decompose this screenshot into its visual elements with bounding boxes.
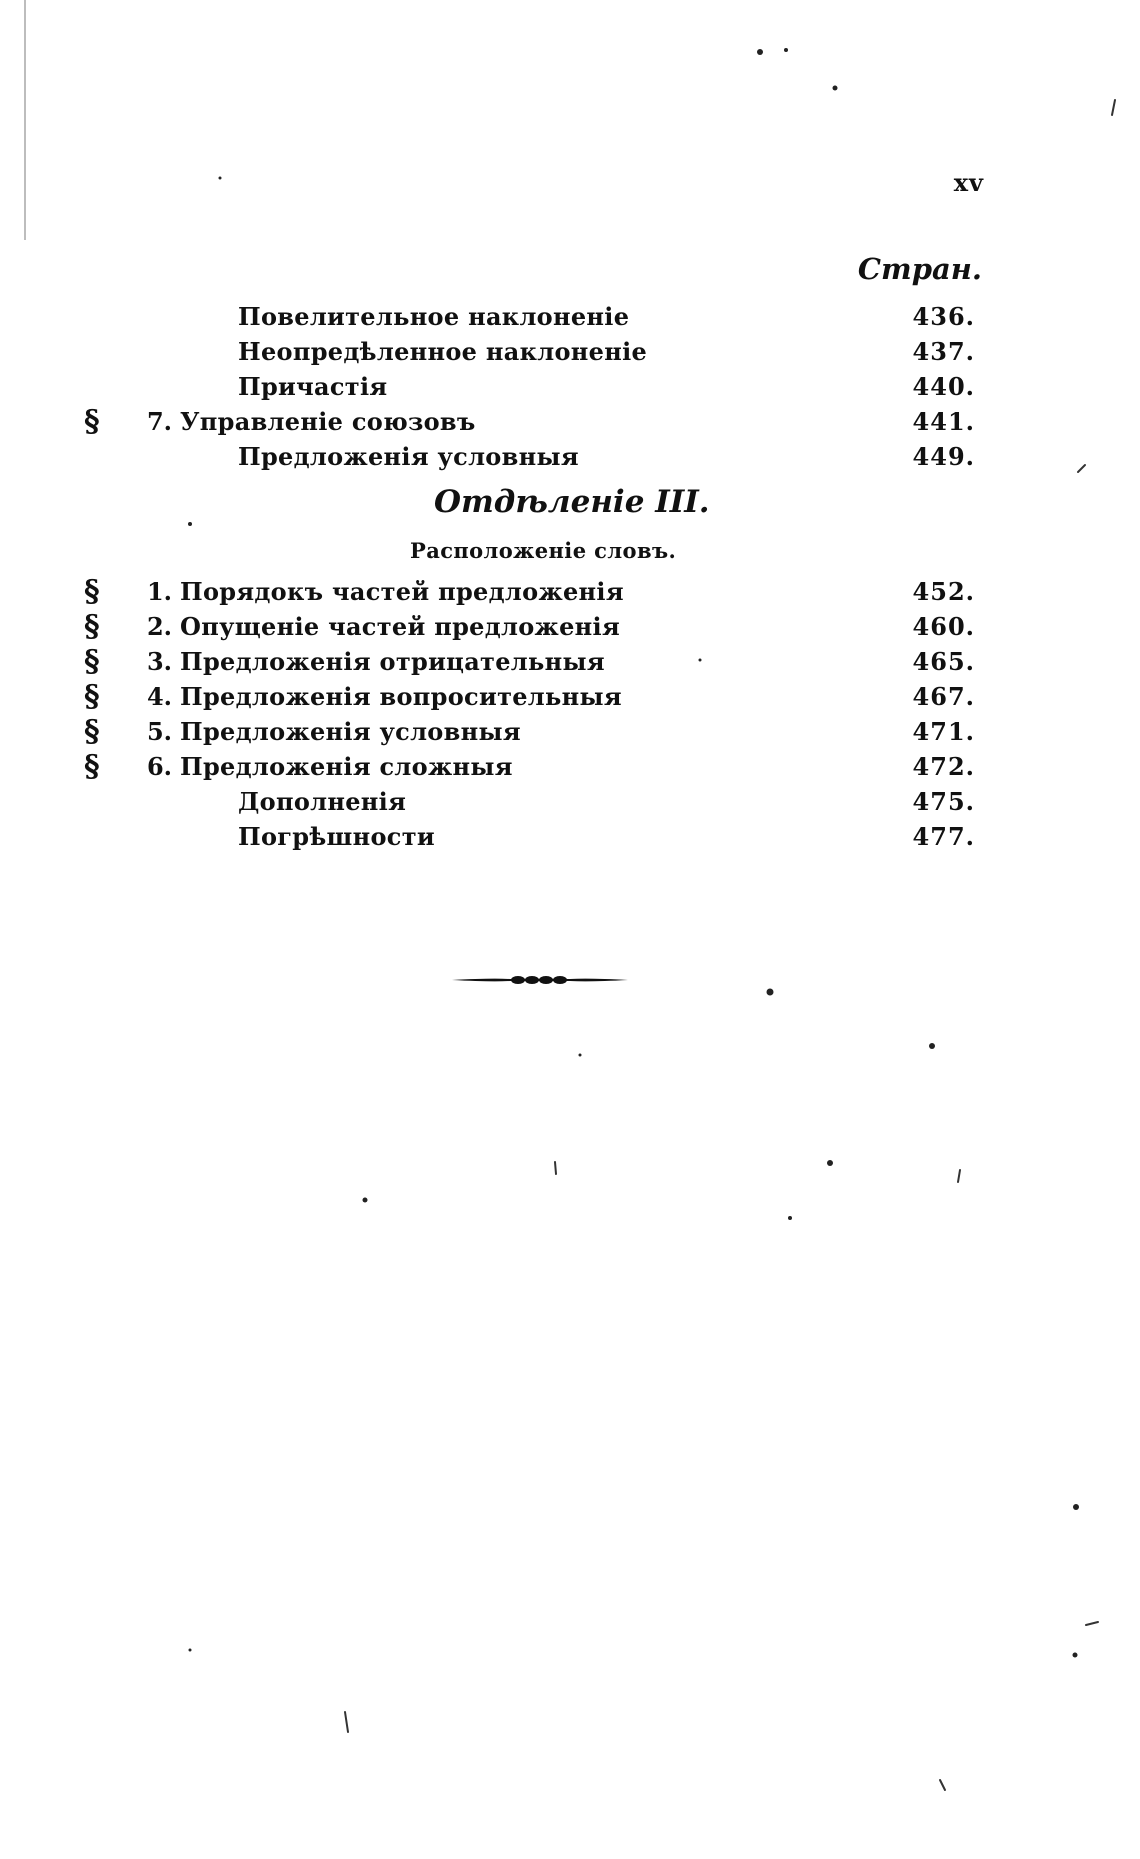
entry-title: Причастія (238, 372, 388, 401)
entry-page: 437. (912, 337, 975, 366)
entry-number: 3. (146, 647, 172, 676)
entry-title: Предложенія вопросительныя (180, 682, 622, 711)
entry-title: Предложенія условныя (238, 442, 579, 471)
entry-page: 475. (912, 787, 975, 816)
entry-title: Повелительное наклоненіе (238, 302, 630, 331)
entry-title: Погрѣшности (238, 822, 435, 851)
entry-title: Порядокъ частей предложенія (180, 577, 624, 606)
entry-page: 449. (912, 442, 975, 471)
entry-title: Неопредѣленное наклоненіе (238, 337, 648, 366)
section-sign: § (84, 644, 100, 679)
entry-page: 471. (912, 717, 975, 746)
entry-number: 1. (146, 577, 172, 606)
entry-title: Дополненія (238, 787, 407, 816)
entry-title: Предложенія отрицательныя (180, 647, 605, 676)
section-sign: § (84, 404, 100, 439)
entry-page: 440. (912, 372, 975, 401)
entry-number: 5. (146, 717, 172, 746)
entry-number: 4. (146, 682, 172, 711)
entry-page: 467. (912, 682, 975, 711)
entry-number: 2. (146, 612, 172, 641)
entry-page: 460. (912, 612, 975, 641)
entry-page: 436. (912, 302, 975, 331)
entry-page: 441. (912, 407, 975, 436)
division-title: Отдѣленіе III. (434, 484, 710, 520)
section-sign: § (84, 749, 100, 784)
entry-page: 477. (912, 822, 975, 851)
entry-page: 465. (912, 647, 975, 676)
entry-title: Предложенія сложныя (180, 752, 513, 781)
section-sign: § (84, 714, 100, 749)
entry-title: Предложенія условныя (180, 717, 521, 746)
entry-title: Управленіе союзовъ (180, 407, 476, 436)
division-subtitle: Расположеніе словъ. (410, 538, 677, 563)
entry-page: 472. (912, 752, 975, 781)
entry-page: 452. (912, 577, 975, 606)
page-column-header: Стран. (857, 252, 982, 286)
section-sign: § (84, 574, 100, 609)
entry-number: 6. (146, 752, 172, 781)
section-sign: § (84, 679, 100, 714)
page-folio: xv (953, 168, 984, 197)
section-sign: § (84, 609, 100, 644)
entry-number: 7. (146, 407, 172, 436)
entry-title: Опущеніе частей предложенія (180, 612, 620, 641)
